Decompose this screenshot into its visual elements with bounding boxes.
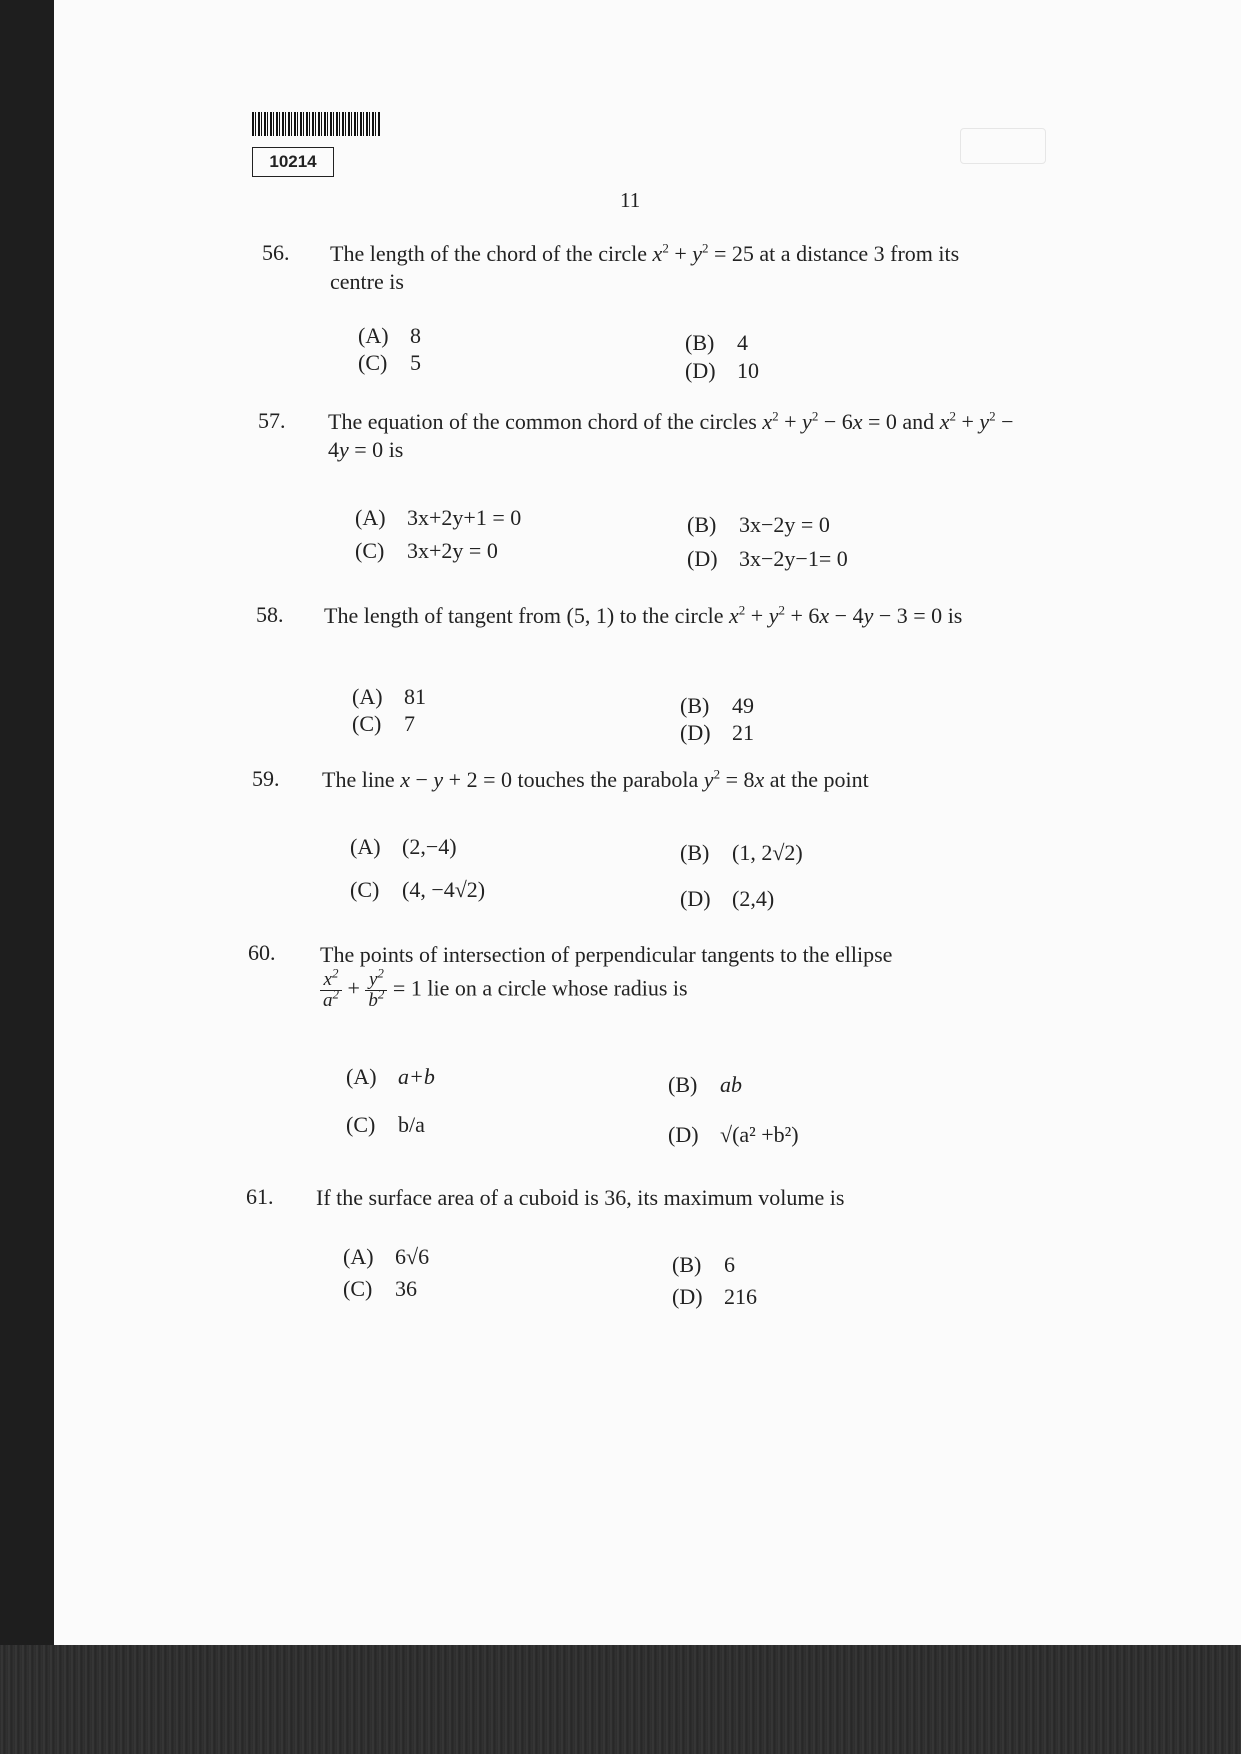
- option-d[interactable]: (D) 216: [672, 1284, 757, 1309]
- question-number: 56.: [262, 240, 290, 265]
- option-a[interactable]: (A) 81: [352, 684, 426, 709]
- option-d[interactable]: (D) (2,4): [680, 886, 775, 911]
- option-d[interactable]: (D) 21: [680, 720, 754, 745]
- paper-code: 10214: [252, 147, 334, 177]
- option-b[interactable]: (B) 3x−2y = 0: [687, 512, 830, 537]
- option-d[interactable]: (D) 3x−2y−1= 0: [687, 546, 848, 571]
- barcode: [252, 112, 380, 136]
- question-text: The length of tangent from (5, 1) to the circle $x^2 + y^2 + 6x - 4y - 3 = 0$ is: [324, 602, 963, 628]
- question-number: 61.: [246, 1184, 274, 1209]
- option-c[interactable]: (C) 3x+2y = 0: [355, 538, 498, 563]
- option-c[interactable]: (C) 7: [352, 711, 415, 736]
- scan-border-bottom: [0, 1645, 1241, 1754]
- fraction-y2-b2: $\frac{y^2}{b^2}$: [365, 970, 387, 1011]
- question-number: 59.: [252, 766, 280, 791]
- fraction-x2-a2: $\frac{x^2}{a^2}$: [320, 970, 342, 1011]
- question-text: The line x − y + 2 = 0 touches the parabola $y^2 = 8x$ at the point: [322, 766, 869, 792]
- question-number: 60.: [248, 940, 276, 965]
- question-number: 58.: [256, 602, 284, 627]
- option-a[interactable]: (A) 6√6: [343, 1244, 430, 1269]
- page-number: 11: [620, 188, 641, 212]
- option-b[interactable]: (B) (1, 2√2): [680, 840, 803, 865]
- option-d[interactable]: (D) √(a² +b²): [668, 1122, 799, 1147]
- option-a[interactable]: (A) a+b: [346, 1064, 435, 1089]
- question-text: If the surface area of a cuboid is 36, its maximum volume is: [316, 1185, 845, 1210]
- option-c[interactable]: (C) b/a: [346, 1112, 425, 1137]
- question-text: The length of the chord of the circle $x^2 + y^2 = 25$ at a distance 3 from its centre is: [330, 240, 960, 294]
- option-a[interactable]: (A) 3x+2y+1 = 0: [355, 505, 522, 530]
- option-b[interactable]: (B) 49: [680, 693, 754, 718]
- faint-stamp: [960, 128, 1046, 164]
- option-d[interactable]: (D) 10: [685, 358, 759, 383]
- option-a[interactable]: (A) (2,−4): [350, 834, 457, 859]
- question-number: 57.: [258, 408, 286, 433]
- option-b[interactable]: (B) 4: [685, 330, 748, 355]
- option-c[interactable]: (C) (4, −4√2): [350, 877, 486, 902]
- scan-border-left: [0, 0, 54, 1754]
- question-text: The points of intersection of perpendicular tangents to the ellipse $\frac{x^2}{a^2}$ + $\frac{y^2}{b^2}$ = 1 lie on a circle whose radius is: [320, 942, 893, 1011]
- option-a[interactable]: (A) 8: [358, 323, 421, 348]
- option-b[interactable]: (B) ab: [668, 1072, 742, 1097]
- option-c[interactable]: (C) 36: [343, 1276, 417, 1301]
- question-text: The equation of the common chord of the circles $x^2 + y^2 - 6x = 0$ and $x^2 + y^2 - 4y = 0$ is: [328, 408, 1014, 462]
- option-c[interactable]: (C) 5: [358, 350, 421, 375]
- option-b[interactable]: (B) 6: [672, 1252, 735, 1277]
